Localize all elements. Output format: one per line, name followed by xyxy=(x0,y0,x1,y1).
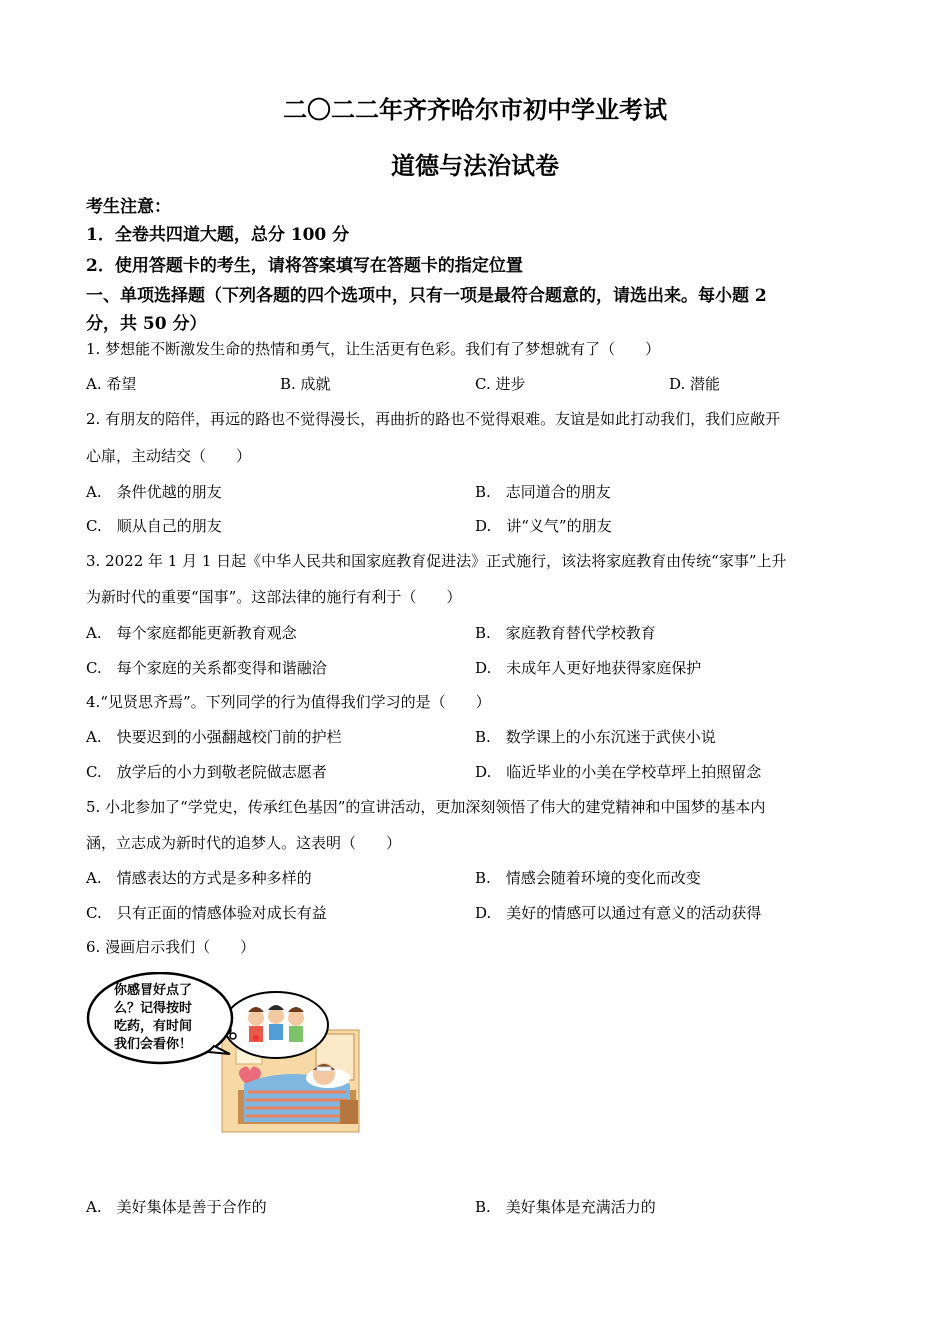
question-stem: 4.“见贤思齐焉”。下列同学的行为值得我们学习的是（ ） xyxy=(86,693,491,711)
option-b: B. 情感会随着环境的变化而改变 xyxy=(475,869,701,887)
notice-item: 1．全卷共四道大题，总分 100 分 xyxy=(86,225,350,245)
option-b: B. 成就 xyxy=(280,375,331,393)
speech-bubble-text: 吃药，有时间 xyxy=(114,1019,193,1034)
question-stem: 6. 漫画启示我们（ ） xyxy=(86,938,256,956)
question-stem: 2. 有朋友的陪伴，再远的路也不觉得漫长，再曲折的路也不觉得艰难。友谊是如此打动我们，我们应敞开 xyxy=(86,410,781,428)
option-d: D. 美好的情感可以通过有意义的活动获得 xyxy=(475,904,762,922)
section-heading-cont: 分，共 50 分） xyxy=(86,314,207,334)
notice-item: 2．使用答题卡的考生，请将答案填写在答题卡的指定位置 xyxy=(86,256,523,276)
option-a: A. 美好集体是善于合作的 xyxy=(86,1198,267,1216)
exam-title: 二〇二二年齐齐哈尔市初中学业考试 xyxy=(283,95,667,124)
notice-heading: 考生注意： xyxy=(86,197,171,217)
speech-bubble-text: 你感冒好点了 xyxy=(114,983,193,998)
exam-subtitle: 道德与法治试卷 xyxy=(391,151,559,180)
cartoon-illustration xyxy=(86,972,361,1134)
question-stem-cont: 心扉，主动结交（ ） xyxy=(86,447,252,465)
option-a: A. 希望 xyxy=(86,375,137,393)
option-d: D. 未成年人更好地获得家庭保护 xyxy=(475,659,702,677)
question-stem: 3. 2022 年 1 月 1 日起《中华人民共和国家庭教育促进法》正式施行，该法将家庭教育由传统“家事”上升 xyxy=(86,552,787,570)
option-a: A. 情感表达的方式是多种多样的 xyxy=(86,869,312,887)
question-stem: 5. 小北参加了“学党史，传承红色基因”的宣讲活动，更加深刻领悟了伟大的建党精神和中国梦的基本内 xyxy=(86,798,766,816)
section-heading: 一、单项选择题（下列各题的四个选项中，只有一项是最符合题意的，请选出来。每小题 2 xyxy=(86,286,767,306)
option-c: C. 每个家庭的关系都变得和谐融洽 xyxy=(86,659,327,677)
option-a: A. 每个家庭都能更新教育观念 xyxy=(86,624,297,642)
question-stem: 1. 梦想能不断激发生命的热情和勇气，让生活更有色彩。我们有了梦想就有了（ ） xyxy=(86,340,661,358)
option-c: C. 进步 xyxy=(475,375,526,393)
option-a: A. 条件优越的朋友 xyxy=(86,483,222,501)
speech-bubble-text: 么？记得按时 xyxy=(114,1001,193,1016)
option-b: B. 数学课上的小东沉迷于武侠小说 xyxy=(475,728,716,746)
option-c: C. 放学后的小力到敬老院做志愿者 xyxy=(86,763,327,781)
option-b: B. 美好集体是充满活力的 xyxy=(475,1198,656,1216)
option-b: B. 家庭教育替代学校教育 xyxy=(475,624,656,642)
option-d: D. 讲“义气”的朋友 xyxy=(475,517,612,535)
option-d: D. 潜能 xyxy=(669,375,721,393)
option-d: D. 临近毕业的小美在学校草坪上拍照留念 xyxy=(475,763,762,781)
option-c: C. 顺从自己的朋友 xyxy=(86,517,222,535)
speech-bubble-text: 我们会看你！ xyxy=(114,1037,193,1052)
question-stem-cont: 涵，立志成为新时代的追梦人。这表明（ ） xyxy=(86,834,402,852)
question-stem-cont: 为新时代的重要“国事”。这部法律的施行有利于（ ） xyxy=(86,588,462,606)
option-c: C. 只有正面的情感体验对成长有益 xyxy=(86,904,327,922)
option-b: B. 志同道合的朋友 xyxy=(475,483,611,501)
option-a: A. 快要迟到的小强翻越校门前的护栏 xyxy=(86,728,342,746)
